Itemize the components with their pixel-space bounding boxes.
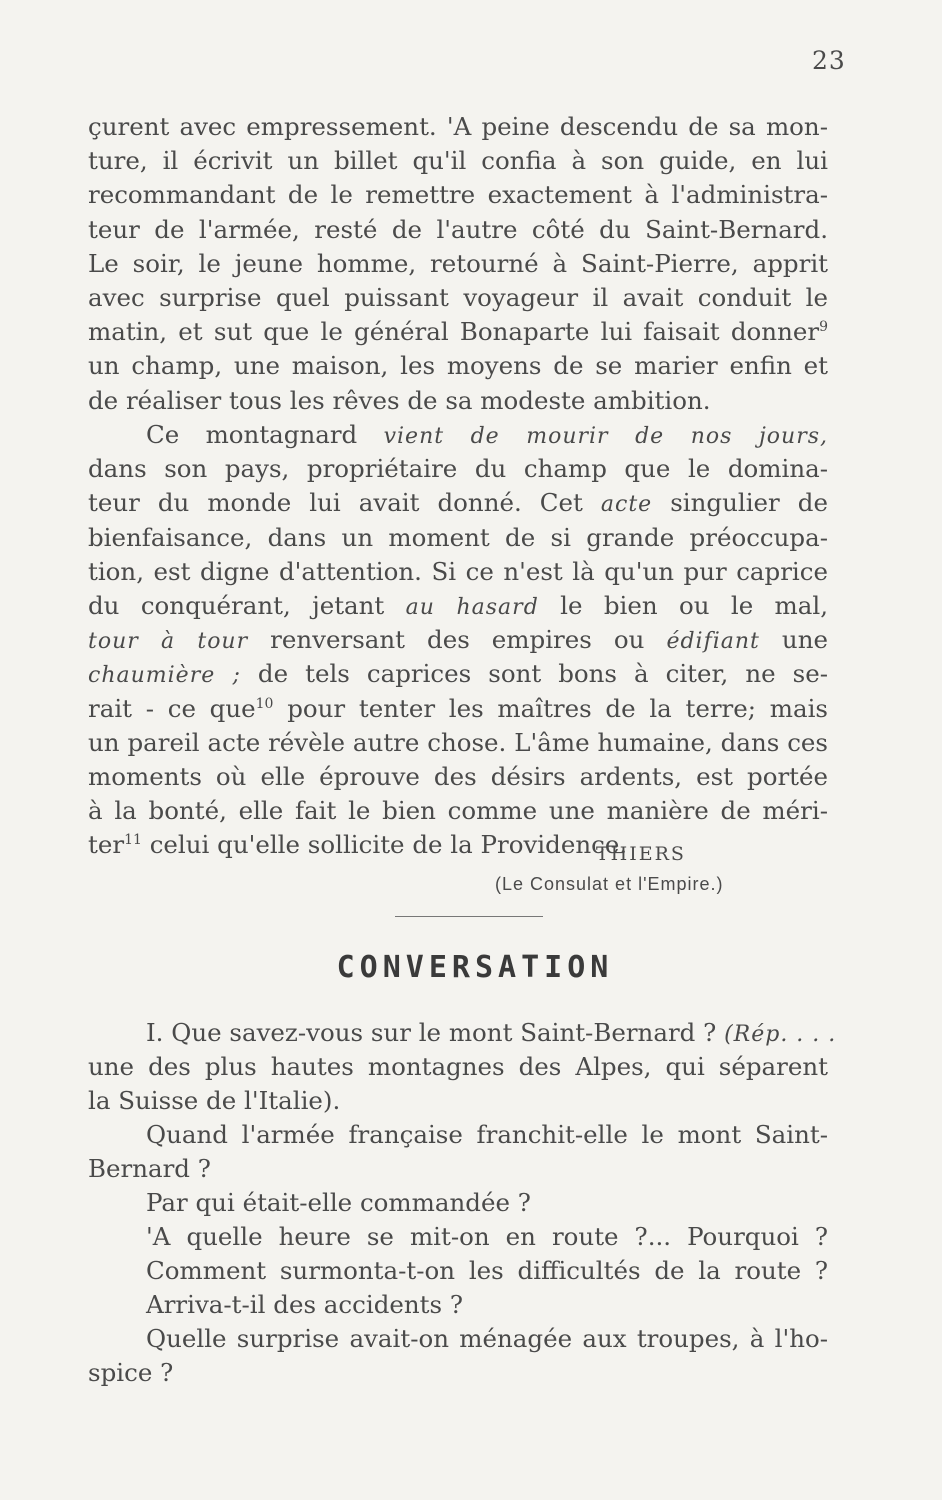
footnote-mark: 11 <box>124 832 142 849</box>
question-line: Par qui était-elle commandée ? <box>146 1188 531 1217</box>
question-line: Arriva-t-il des accidents ? <box>146 1290 463 1319</box>
text-line: tion, est digne d'attention. Si ce n'est là qu'un pur caprice <box>88 556 828 586</box>
text-span: du conquérant, jetant <box>88 590 385 620</box>
text-span: une <box>781 625 828 655</box>
italic-span: acte <box>600 492 653 518</box>
question-line: Quelle surprise avait-on ménagée aux troupes, à l'ho- <box>146 1324 828 1353</box>
text-line: dans son pays, propriétaire du champ que le domina- <box>88 454 828 484</box>
text-span: singulier de <box>670 488 828 518</box>
text-span: le bien ou le mal, <box>560 590 828 620</box>
text-span: celui qu'elle sollicite de la Providence. <box>149 830 628 860</box>
text-line: teur de l'armée, resté de l'autre côté du Saint-Bernard. <box>88 214 828 244</box>
italic-span: édifiant <box>666 629 760 655</box>
paragraph-1 <box>88 110 828 418</box>
text-line: moments où elle éprouve des désirs ardents, est portée <box>88 761 828 791</box>
question-line: 'A quelle heure se mit-on en route ?... Pourquoi ? <box>146 1222 828 1251</box>
text-line <box>88 828 828 862</box>
text-span: rait - ce que <box>88 693 256 723</box>
conversation-questions <box>88 1016 837 1390</box>
footnote-mark: 10 <box>255 695 274 712</box>
question-line: Bernard ? <box>88 1154 211 1183</box>
text-line: à la bonté, elle fait le bien comme une manière de méri- <box>88 796 828 826</box>
section-heading: CONVERSATION <box>336 950 614 985</box>
text-span: de tels caprices sont bons à citer, ne se- <box>257 659 828 689</box>
text-line: bienfaisance, dans un moment de si grande préoccupa- <box>88 522 828 552</box>
text-span: teur du monde lui avait donné. Cet <box>88 488 583 518</box>
italic-span: (Rép. . . . <box>724 1022 837 1047</box>
italic-span: chaumière ; <box>88 663 241 689</box>
text-line: de réaliser tous les rêves de sa modeste ambition. <box>88 385 711 415</box>
question-line <box>88 1016 837 1050</box>
text-line <box>88 315 828 349</box>
text-line: recommandant de le remettre exactement à l'administra- <box>88 180 828 210</box>
text-line <box>88 486 828 520</box>
italic-span: au hasard <box>405 594 539 620</box>
text-span: I. Que savez-vous sur le mont Saint-Bernard ? <box>146 1018 717 1047</box>
source-citation: (Le Consulat et l'Empire.) <box>495 874 724 894</box>
text-line: un champ, une maison, les moyens de se marier enfin et <box>88 351 828 381</box>
footnote-mark: 9 <box>819 318 828 335</box>
text-line: Le soir, le jeune homme, retourné à Saint-Pierre, apprit <box>88 248 828 278</box>
text-line <box>88 692 828 726</box>
text-span: pour tenter les maîtres de la terre; mais <box>287 693 828 723</box>
text-line: ture, il écrivit un billet qu'il confia à son guide, en lui <box>88 146 828 176</box>
text-line: avec surprise quel puissant voyageur il avait conduit le <box>88 282 828 312</box>
text-line <box>88 623 828 657</box>
text-line <box>88 418 828 452</box>
section-divider <box>395 916 543 917</box>
text-span: ter <box>88 830 125 860</box>
text-line: un pareil acte révèle autre chose. L'âme humaine, dans ces <box>88 727 828 757</box>
page-number: 23 <box>812 46 846 75</box>
question-line: la Suisse de l'Italie). <box>88 1086 341 1115</box>
text-span: renversant des empires ou <box>270 625 645 655</box>
text-line: çurent avec empressement. 'A peine descendu de sa mon- <box>88 112 828 141</box>
paragraph-2 <box>88 418 828 862</box>
italic-span: vient de mourir de nos jours, <box>383 424 828 449</box>
italic-span: tour à tour <box>88 629 249 655</box>
text-span: Ce montagnard <box>146 420 358 449</box>
text-line <box>88 657 828 691</box>
text-line <box>88 589 828 623</box>
question-line: Quand l'armée française franchit-elle le mont Saint- <box>146 1120 828 1149</box>
text-line: matin, et sut que le général Bonaparte lui faisait donner <box>88 317 820 347</box>
question-line: une des plus hautes montagnes des Alpes, qui séparent <box>88 1052 828 1081</box>
question-line: spice ? <box>88 1358 174 1387</box>
author-name: THIERS <box>596 843 686 865</box>
question-line: Comment surmonta-t-on les difficultés de la route ? <box>146 1256 828 1285</box>
